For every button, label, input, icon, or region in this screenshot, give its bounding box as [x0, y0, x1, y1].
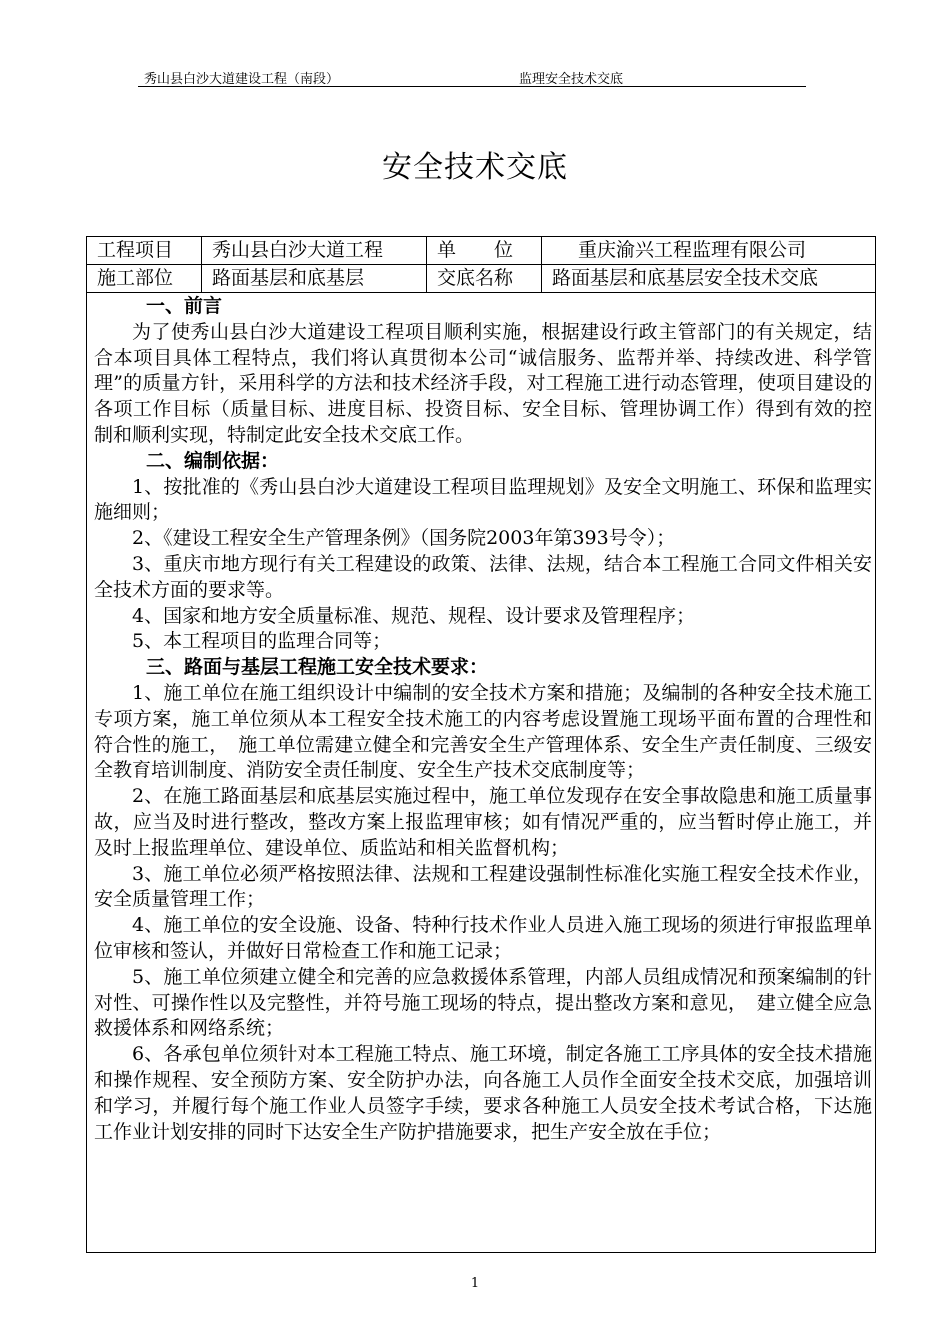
paragraph: 3、施工单位必须严格按照法律、法规和工程建设强制性标准化实施工程安全技术作业，安全质量管理工作；	[94, 862, 872, 911]
paragraph: 2、《建设工程安全生产管理条例》（国务院2003年第393号令）；	[132, 527, 676, 550]
disclosure-form	[86, 236, 876, 1253]
paragraph: 5、本工程项目的监理合同等；	[132, 630, 392, 653]
label-project: 工程项目	[87, 237, 202, 264]
header-doc-type: 监理安全技术交底	[519, 72, 624, 87]
value-project: 秀山县白沙大道工程	[202, 237, 427, 264]
label-unit: 单 位	[427, 237, 542, 264]
paragraph: 为了使秀山县白沙大道建设工程项目顺利实施，根据建设行政主管部门的有关规定，结合本项目具体工程特点，我们将认真贯彻本公司“诚信服务、监帮并举、持续改进、科学管理”的质量方针，采用科学的方法和技术经济手段，对工程施工进行动态管理，使项目建设的各项工作目标（质量目标、进度目标、投资目标、安全目标、管理协调工作）得到有效的控制和顺利实现，特制定此安全技术交底工作。	[94, 320, 872, 446]
label-disclosure-name: 交底名称	[427, 265, 542, 292]
info-row-project	[87, 237, 875, 265]
disclosure-content	[94, 294, 872, 1145]
section-heading-basis: 二、编制依据：	[146, 449, 280, 472]
paragraph: 4、国家和地方安全质量标准、规范、规程、设计要求及管理程序；	[132, 604, 696, 627]
document-title: 安全技术交底	[382, 150, 568, 185]
value-disclosure-name: 路面基层和底基层安全技术交底	[552, 267, 819, 289]
page-header	[138, 66, 806, 87]
info-row-part	[87, 265, 875, 293]
paragraph: 4、施工单位的安全设施、设备、特种行技术作业人员进入施工现场的须进行审报监理单位审核和签认，并做好日常检查工作和施工记录；	[94, 914, 872, 962]
section-heading-preface: 一、前言	[146, 295, 223, 317]
paragraph: 6、各承包单位须针对本工程施工特点、施工环境，制定各施工工序具体的安全技术措施和操作规程、安全预防方案、安全防护办法，向各施工人员作全面安全技术交底，加强培训和学习，并履行每个施工作业人员签字手续，要求各种施工人员安全技术考试合格，下达施工作业计划安排的同时下达安全生产防护措施要求，把生产安全放在手位；	[94, 1043, 872, 1143]
value-unit: 重庆渝兴工程监理有限公司	[578, 239, 807, 261]
label-construction-part: 施工部位	[87, 265, 202, 292]
page-number: 1	[470, 1276, 480, 1291]
paragraph: 2、在施工路面基层和底基层实施过程中，施工单位发现存在安全事故隐患和施工质量事故，应当及时进行整改，整改方案上报监理审核；如有情况严重的，应当暂时停止施工，并及时上报监理单位、建设单位、质监站和相关监督机构；	[94, 785, 872, 859]
header-project-name: 秀山县白沙大道建设工程（南段）	[144, 72, 340, 87]
section-heading-requirements: 三、路面与基层工程施工安全技术要求：	[146, 656, 489, 679]
paragraph: 5、施工单位须建立健全和完善的应急救援体系管理，内部人员组成情况和预案编制的针对性、可操作性以及完整性，并符号施工现场的特点，提出整改方案和意见， 建立健全应急救援体系和网络系统；	[94, 965, 872, 1040]
paragraph: 1、施工单位在施工组织设计中编制的安全技术方案和措施；及编制的各种安全技术施工专项方案，施工单位须从本工程安全技术施工的内容考虑设置施工现场平面布置的合理性和符合性的施工， 施工单位需建立健全和完善安全生产管理体系、安全生产责任制度、三级安全教育培训制度、消防安全责任制度、安全生产技术交底制度等；	[94, 681, 872, 782]
paragraph: 1、按批准的《秀山县白沙大道建设工程项目监理规划》及安全文明施工、环保和监理实施细则；	[94, 475, 872, 524]
paragraph: 3、重庆市地方现行有关工程建设的政策、法律、法规，结合本工程施工合同文件相关安全技术方面的要求等。	[94, 552, 872, 601]
value-construction-part: 路面基层和底基层	[202, 265, 427, 292]
